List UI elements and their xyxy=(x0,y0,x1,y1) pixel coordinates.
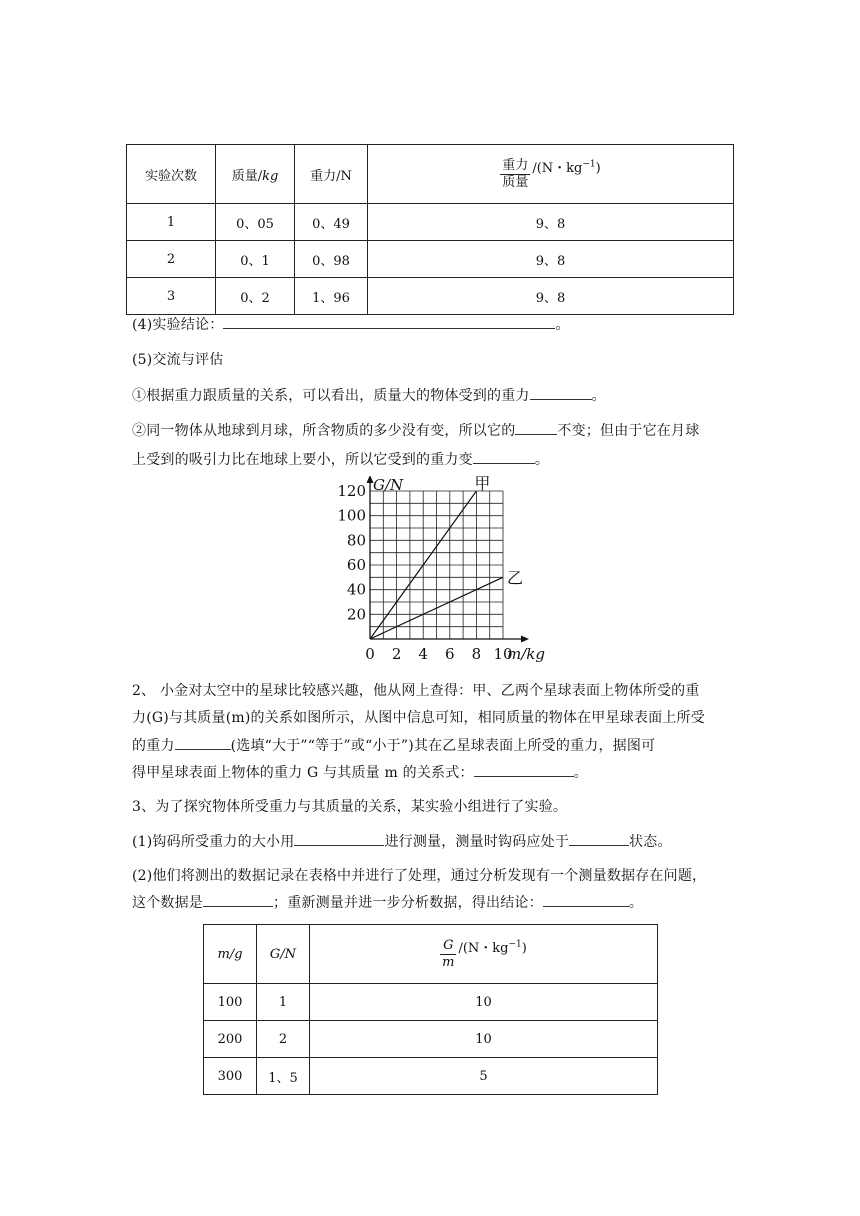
y-tick-label: 60 xyxy=(346,556,366,574)
conclusion-blank xyxy=(223,314,555,329)
header-mass-unit: kg xyxy=(262,168,279,184)
unit-close: ) xyxy=(521,940,527,956)
fraction-numerator: G xyxy=(440,938,456,955)
y-tick-label: 120 xyxy=(337,482,366,500)
cell: 10 xyxy=(310,984,658,1021)
series-label-yi: 乙 xyxy=(507,568,524,588)
problem-2-text: 得甲星球表面上物体的重力 G 与其质量 m 的关系式： xyxy=(132,765,474,781)
problem-2-line-3 xyxy=(132,735,655,756)
problem-2-blank-1 xyxy=(175,735,231,750)
x-tick-label: 2 xyxy=(391,645,402,663)
question-1 xyxy=(132,385,606,406)
problem-3-text: 状态。 xyxy=(629,834,672,850)
problem-2-text: 的重力 xyxy=(132,738,175,754)
problem-2-line-2: 力(G)与其质量(m)的关系如图所示，从图中信息可知，相同质量的物体在甲星球表面上所受 xyxy=(132,710,705,726)
data-table-1 xyxy=(126,144,734,315)
problem-3-intro: 3、为了探究物体所受重力与其质量的关系，某实验小组进行了实验。 xyxy=(132,799,568,815)
chart-labels xyxy=(337,476,545,663)
ratio-unit xyxy=(458,937,526,956)
cell: 300 xyxy=(204,1058,257,1095)
problem-3-blank-3 xyxy=(203,892,273,907)
period: 。 xyxy=(628,895,644,911)
fraction-numerator: 重力 xyxy=(502,157,529,173)
table-row xyxy=(127,278,734,315)
period: 。 xyxy=(573,765,588,781)
period: 。 xyxy=(534,452,550,468)
header-ratio xyxy=(368,145,734,204)
question-2-text-c: 上受到的吸引力比在地球上要小，所以它受到的重力变 xyxy=(132,452,473,468)
x-tick-label: 0 xyxy=(365,645,375,663)
problem-3-blank-4 xyxy=(543,892,629,907)
unit-close: ) xyxy=(595,160,601,176)
series-label-jia: 甲 xyxy=(474,476,491,493)
conclusion-label: (4)实验结论： xyxy=(132,317,224,333)
x-axis-label: m/kg xyxy=(507,645,545,663)
problem-2-line-1: 2、 小金对太空中的星球比较感兴趣，他从网上查得：甲、乙两个星球表面上物体所受的重 xyxy=(132,683,700,699)
data-table-2 xyxy=(203,924,658,1095)
header-gravity: 重力/N xyxy=(295,145,368,204)
problem-2-line-4 xyxy=(132,762,588,783)
problem-3-question-1 xyxy=(132,831,672,852)
cell: 1、96 xyxy=(295,278,368,315)
ratio-fraction xyxy=(500,158,530,191)
table-row xyxy=(204,1058,658,1095)
y-tick-label: 40 xyxy=(346,580,366,599)
fraction-denominator: 质量 xyxy=(502,174,529,190)
question-2-text-a: ②同一物体从地球到月球，所含物质的多少没有变，所以它的 xyxy=(132,423,516,439)
cell: 0、2 xyxy=(216,278,295,315)
problem-3-question-2-line-2 xyxy=(132,892,643,913)
header-mass-g: m/g xyxy=(204,925,257,984)
question-2-line-2 xyxy=(132,449,549,470)
problem-3-text: (1)钩码所受重力的大小用 xyxy=(132,834,295,850)
problem-3-blank-1 xyxy=(294,831,384,846)
question-2-blank-2 xyxy=(473,449,535,464)
y-tick-label: 80 xyxy=(346,531,366,550)
ratio-unit xyxy=(532,157,600,176)
y-tick-label: 20 xyxy=(346,605,366,624)
problem-3-question-2-line-1: (2)他们将测出的数据记录在表格中并进行了处理，通过分析发现有一个测量数据存在问题， xyxy=(132,868,707,884)
table-row xyxy=(204,984,658,1021)
x-tick-label: 4 xyxy=(418,645,428,663)
chart-axes xyxy=(367,476,530,643)
question-2-text-b: 不变；但由于它在月球 xyxy=(557,423,700,439)
cell: 3 xyxy=(127,278,216,315)
conclusion-line xyxy=(132,314,570,335)
exchange-heading: (5)交流与评估 xyxy=(132,352,224,368)
y-tick-label: 100 xyxy=(337,506,366,525)
table-header-row xyxy=(204,925,658,984)
cell: 0、49 xyxy=(295,204,368,241)
x-tick-label: 8 xyxy=(471,645,482,663)
problem-3-text: 这个数据是 xyxy=(132,895,203,911)
unit-exponent: −1 xyxy=(508,939,522,950)
unit-text: /(N・kg xyxy=(458,940,509,956)
table-row xyxy=(127,241,734,278)
fraction-denominator: m xyxy=(442,954,455,970)
cell: 9、8 xyxy=(368,241,734,278)
header-mass-label: 质量/ xyxy=(231,168,263,184)
cell: 9、8 xyxy=(368,204,734,241)
period: 。 xyxy=(555,317,570,333)
problem-3-blank-2 xyxy=(569,831,629,846)
cell: 0、05 xyxy=(216,204,295,241)
question-1-blank xyxy=(530,385,592,400)
table-row xyxy=(204,1021,658,1058)
table-row xyxy=(127,204,734,241)
question-1-text: ①根据重力跟质量的关系，可以看出，质量大的物体受到的重力 xyxy=(132,388,530,404)
question-2-blank-1 xyxy=(515,420,557,435)
x-tick-label: 10 xyxy=(493,645,513,663)
cell: 1 xyxy=(257,984,310,1021)
gravity-mass-chart xyxy=(330,476,560,670)
x-axis-arrow xyxy=(521,636,529,643)
x-tick-label: 6 xyxy=(445,645,455,663)
chart-grid xyxy=(370,491,503,639)
y-axis-label: G/N xyxy=(373,476,404,494)
cell: 5 xyxy=(310,1058,658,1095)
problem-2-text: (选填“大于”“等于”或“小于”)其在乙星球表面上所受的重力，据图可 xyxy=(230,738,656,754)
header-mass xyxy=(216,145,295,204)
problem-3-text: 进行测量，测量时钩码应处于 xyxy=(384,834,570,850)
cell: 2 xyxy=(257,1021,310,1058)
ratio-fraction xyxy=(440,938,456,971)
cell: 100 xyxy=(204,984,257,1021)
cell: 0、98 xyxy=(295,241,368,278)
problem-3-text: ；重新测量并进一步分析数据，得出结论： xyxy=(273,895,543,911)
cell: 200 xyxy=(204,1021,257,1058)
period: 。 xyxy=(591,388,606,404)
header-ratio xyxy=(310,925,658,984)
header-gravity-n: G/N xyxy=(257,925,310,984)
cell: 1 xyxy=(127,204,216,241)
cell: 0、1 xyxy=(216,241,295,278)
cell: 1、5 xyxy=(257,1058,310,1095)
cell: 2 xyxy=(127,241,216,278)
header-trial-count: 实验次数 xyxy=(127,145,216,204)
unit-text: /(N・kg xyxy=(532,160,583,176)
cell: 10 xyxy=(310,1021,658,1058)
unit-exponent: −1 xyxy=(582,159,596,170)
question-2-line-1 xyxy=(132,420,699,441)
cell: 9、8 xyxy=(368,278,734,315)
problem-2-blank-2 xyxy=(474,762,574,777)
table-header-row xyxy=(127,145,734,204)
